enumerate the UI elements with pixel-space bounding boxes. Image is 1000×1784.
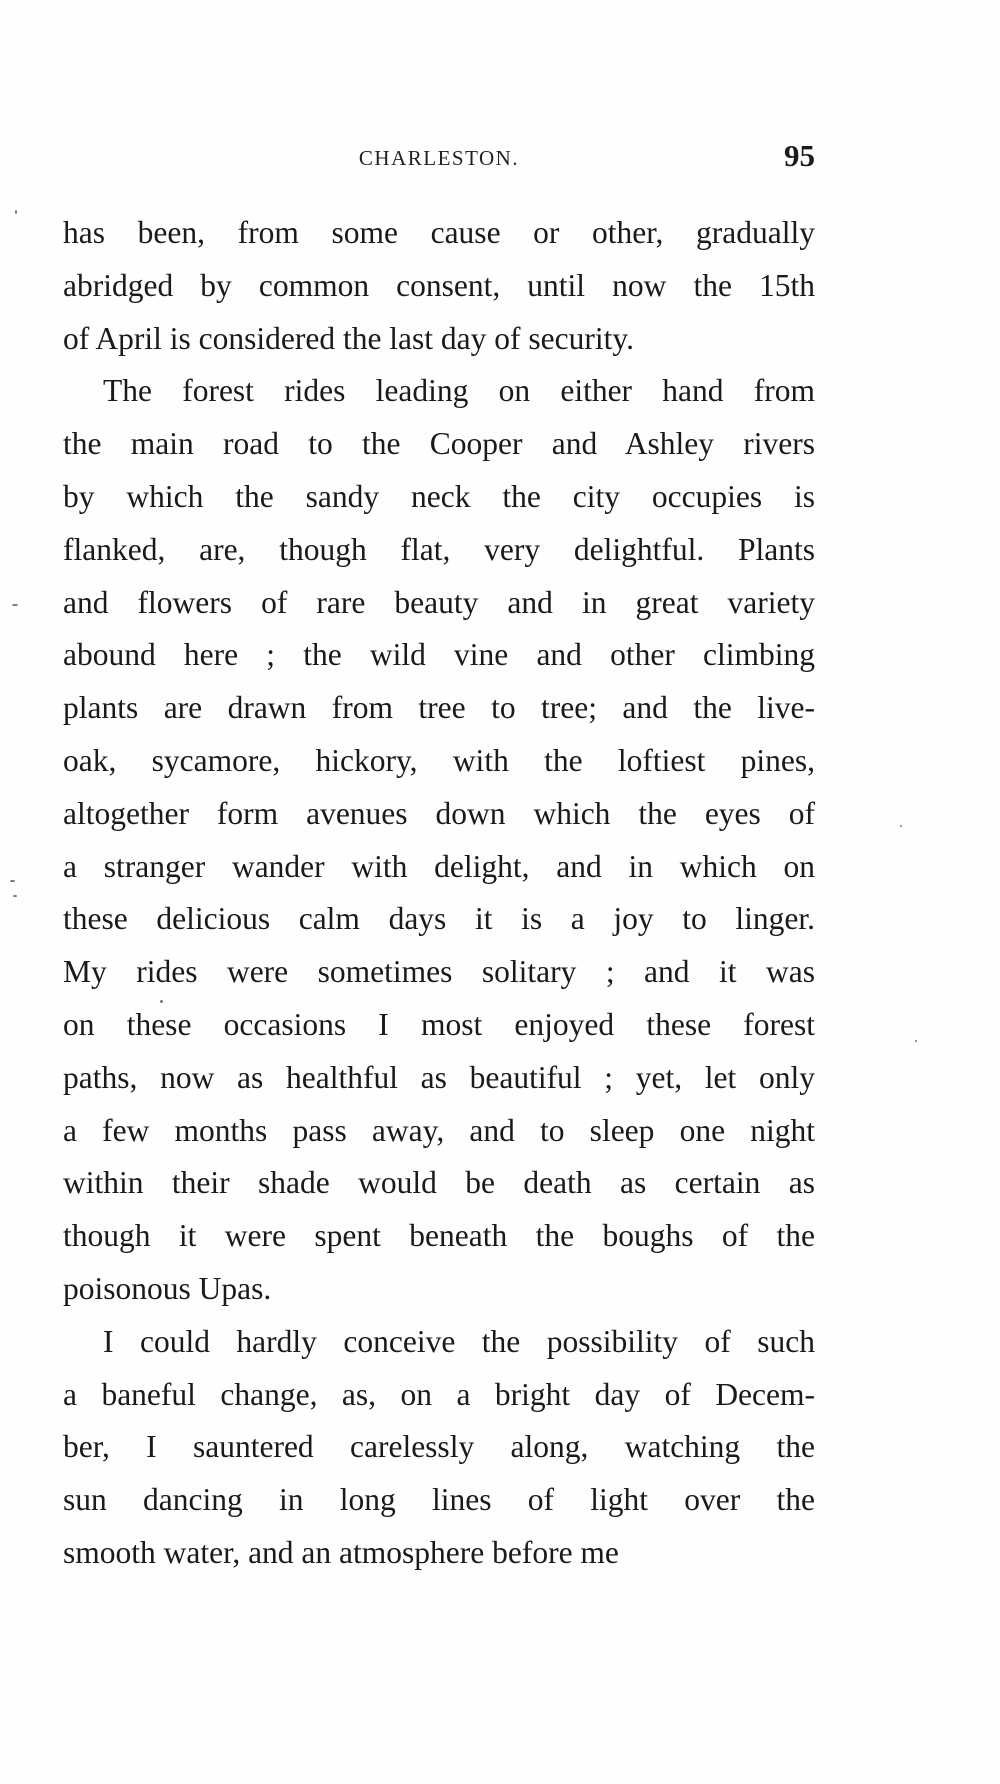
text-line-content: and flowers of rare beauty and in great variety	[63, 584, 815, 620]
paragraph	[63, 1316, 815, 1580]
text-line	[63, 1474, 815, 1527]
scan-speck	[160, 1000, 163, 1003]
text-line	[63, 1052, 815, 1105]
scan-speck	[915, 1040, 917, 1042]
text-line	[63, 841, 815, 894]
text-line-content: a few months pass away, and to sleep one night	[63, 1112, 815, 1148]
text-line-content: these delicious calm days it is a joy to linger.	[63, 901, 815, 937]
text-line-content: The forest rides leading on either hand from	[103, 373, 815, 409]
text-line	[63, 735, 815, 788]
text-line	[63, 1316, 815, 1369]
text-line	[63, 1105, 815, 1158]
page-number: 95	[784, 138, 815, 173]
text-line	[63, 1157, 815, 1210]
text-line	[63, 365, 815, 418]
body-text	[63, 207, 815, 1580]
text-line	[63, 788, 815, 841]
paragraph	[63, 207, 815, 365]
text-line-content: plants are drawn from tree to tree; and the live-	[63, 690, 815, 726]
text-line-content: by which the sandy neck the city occupies is	[63, 478, 815, 514]
text-line-content: abound here ; the wild vine and other climbing	[63, 637, 815, 673]
text-line-content: has been, from some cause or other, gradually	[63, 215, 815, 250]
text-line	[63, 418, 815, 471]
text-line	[63, 893, 815, 946]
scan-speck	[13, 895, 17, 897]
text-line	[63, 471, 815, 524]
text-line	[63, 207, 815, 260]
text-line	[63, 313, 815, 366]
text-line-content: paths, now as healthful as beautiful ; yet, let only	[63, 1059, 815, 1095]
text-line-content: I could hardly conceive the possibility of such	[103, 1323, 815, 1359]
text-line	[63, 260, 815, 313]
text-line-content: flanked, are, though flat, very delightful. Plants	[63, 531, 815, 567]
text-line-content: on these occasions I most enjoyed these forest	[63, 1006, 815, 1042]
text-line-content: abridged by common consent, until now the 15th	[63, 267, 815, 303]
text-line	[63, 629, 815, 682]
text-line-content: of April is considered the last day of security.	[63, 320, 634, 356]
text-line	[63, 1527, 815, 1580]
text-line	[63, 1369, 815, 1422]
text-line	[63, 682, 815, 735]
paragraph	[63, 365, 815, 1315]
scan-speck	[12, 604, 18, 606]
text-line-content: smooth water, and an atmosphere before me	[63, 1534, 619, 1570]
text-line-content: a stranger wander with delight, and in which on	[63, 848, 815, 884]
text-line-content: altogether form avenues down which the eyes of	[63, 795, 815, 831]
text-line-content: ber, I sauntered carelessly along, watching the	[63, 1429, 815, 1465]
running-head: CHARLESTON.	[358, 146, 520, 170]
scan-speck	[900, 825, 902, 827]
text-line	[63, 524, 815, 577]
text-line-content: oak, sycamore, hickory, with the loftiest pines,	[63, 742, 815, 778]
page-header	[63, 138, 815, 188]
scan-speck	[15, 210, 17, 214]
text-line	[63, 999, 815, 1052]
text-line	[63, 1263, 815, 1316]
text-line-content: a baneful change, as, on a bright day of Decem-	[63, 1376, 815, 1412]
text-line-content: the main road to the Cooper and Ashley rivers	[63, 426, 815, 462]
text-line	[63, 946, 815, 999]
text-line	[63, 1421, 815, 1474]
scan-speck	[10, 880, 15, 882]
text-line-content: sun dancing in long lines of light over the	[63, 1482, 815, 1518]
text-line-content: within their shade would be death as certain as	[63, 1165, 815, 1201]
text-line-content: poisonous Upas.	[63, 1270, 272, 1306]
text-line-content: My rides were sometimes solitary ; and it was	[63, 954, 815, 990]
text-line-content: though it were spent beneath the boughs of the	[63, 1218, 815, 1254]
text-line	[63, 1210, 815, 1263]
text-line	[63, 577, 815, 630]
